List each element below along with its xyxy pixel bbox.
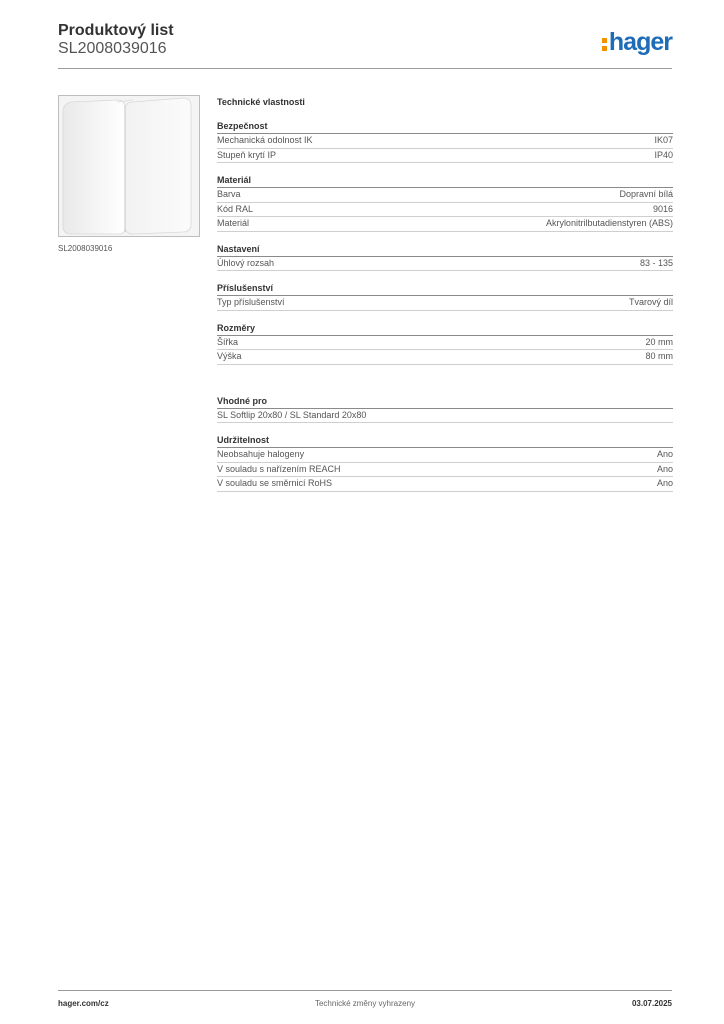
spec-row — [217, 134, 673, 149]
spec-label: Barva — [217, 189, 241, 199]
footer-disclaimer: Technické změny vyhrazeny — [314, 999, 416, 1008]
section-title: Příslušenství — [217, 282, 673, 296]
spec-value: Ano — [656, 449, 673, 459]
spec-value: 20 mm — [645, 336, 673, 347]
product-photo-corner-cover-icon — [59, 96, 199, 236]
spec-row — [217, 149, 673, 164]
specs-title: Technické vlastnosti — [217, 97, 305, 107]
spec-value: IK07 — [654, 135, 673, 145]
spec-row — [217, 188, 673, 203]
section-title: Udržitelnost — [217, 434, 673, 448]
technical-specs — [217, 95, 673, 492]
spec-value: Ano — [656, 478, 673, 488]
section-title: Nastavení — [217, 243, 673, 257]
spec-row — [217, 350, 673, 365]
section-title: Bezpečnost — [217, 120, 673, 134]
spec-label: Materiál — [217, 218, 250, 228]
product-photo — [58, 95, 200, 237]
section-accessories — [217, 282, 673, 311]
product-photo-caption: SL2008039016 — [58, 244, 113, 253]
section-material — [217, 174, 673, 232]
page-header — [58, 22, 672, 69]
spec-label: Úhlový rozsah — [217, 257, 275, 268]
spec-label: V souladu se směrnicí RoHS — [217, 478, 333, 488]
section-suitable-for — [217, 395, 673, 424]
spec-value: 83 - 135 — [639, 257, 673, 268]
spec-label: Neobsahuje halogeny — [217, 449, 305, 459]
spec-row — [217, 217, 673, 232]
section-title: Materiál — [217, 174, 673, 188]
logo-dots-icon — [602, 36, 608, 52]
spec-row — [217, 257, 673, 272]
spec-row — [217, 477, 673, 492]
page-title: Produktový list — [58, 22, 174, 39]
spec-value: Dopravní bílá — [619, 189, 673, 199]
product-code: SL2008039016 — [58, 40, 167, 57]
spec-label: Typ příslušenství — [217, 297, 285, 307]
footer-website-link[interactable]: hager.com/cz — [58, 999, 109, 1008]
spec-value: Ano — [656, 463, 673, 474]
section-title: Vhodné pro — [217, 395, 673, 409]
spec-label: Výška — [217, 351, 242, 361]
logo-text: hager — [608, 28, 672, 56]
spec-value: Akrylonitrilbutadienstyren (ABS) — [545, 218, 673, 228]
page-footer — [58, 990, 672, 1021]
section-title: Rozměry — [217, 322, 673, 336]
spec-row — [217, 296, 673, 311]
spec-label: Mechanická odolnost IK — [217, 135, 313, 145]
section-safety — [217, 120, 673, 163]
spec-label: V souladu s nařízením REACH — [217, 463, 341, 474]
section-dimensions — [217, 322, 673, 365]
hager-logo — [602, 28, 672, 57]
spec-value: 9016 — [652, 203, 673, 214]
spec-row — [217, 448, 673, 463]
section-sustainability — [217, 434, 673, 492]
spec-value: 80 mm — [645, 351, 673, 361]
spec-label: Šířka — [217, 336, 239, 347]
spec-row — [217, 336, 673, 351]
spec-label: Kód RAL — [217, 203, 254, 214]
spec-value: IP40 — [654, 149, 673, 160]
section-settings — [217, 243, 673, 272]
spec-row — [217, 203, 673, 218]
spec-label: SL Softlip 20x80 / SL Standard 20x80 — [217, 409, 367, 420]
spec-row — [217, 463, 673, 478]
footer-date: 03.07.2025 — [631, 999, 672, 1008]
spec-row — [217, 409, 673, 424]
spec-value: Tvarový díl — [628, 297, 673, 307]
spec-label: Stupeň krytí IP — [217, 149, 277, 160]
